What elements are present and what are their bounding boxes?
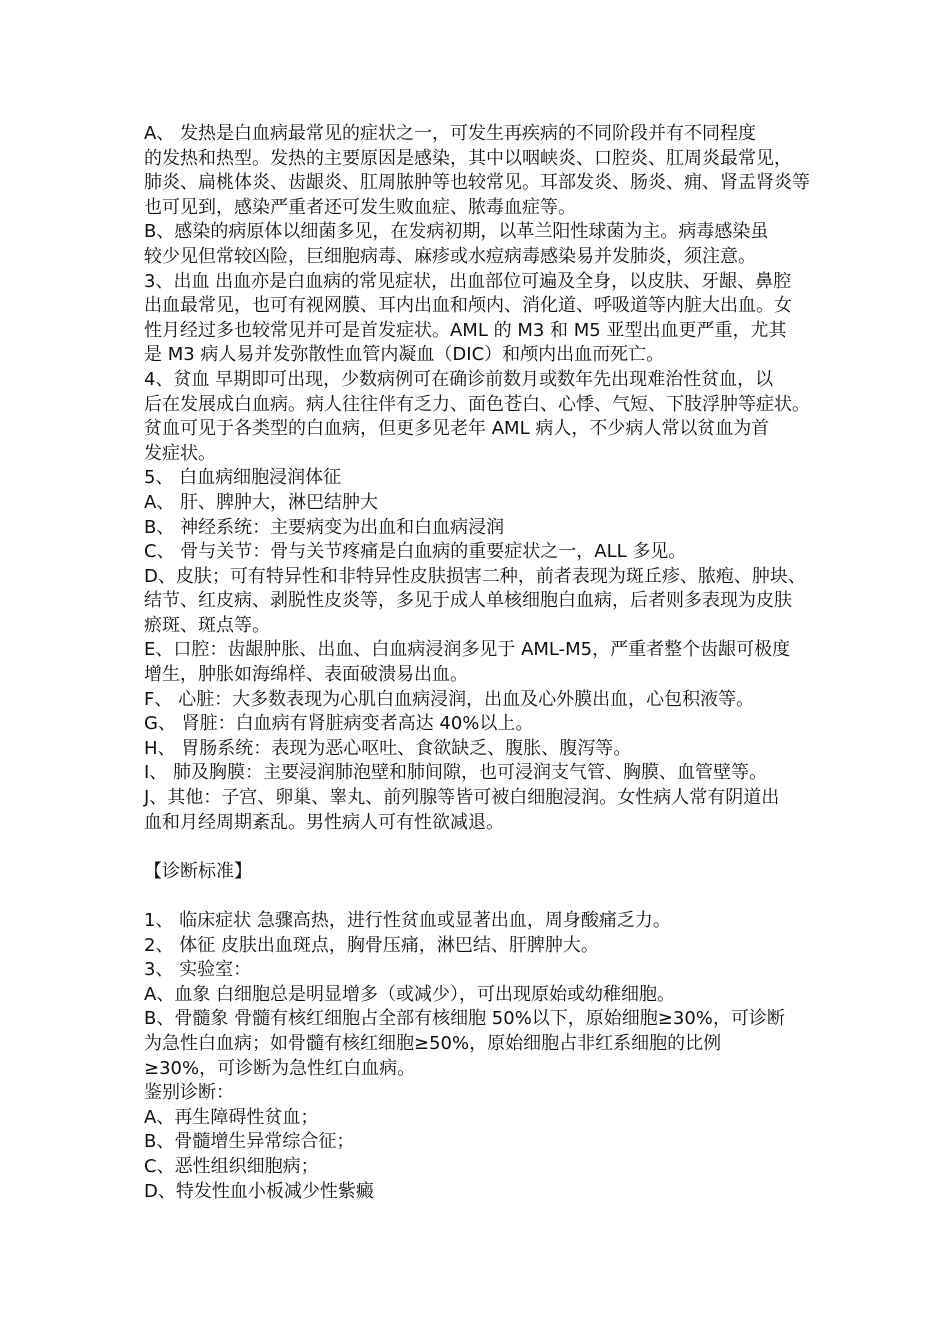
text-line: B、感染的病原体以细菌多见，在发病初期，以革兰阳性球菌为主。病毒感染虽 xyxy=(144,221,769,243)
text-line: 出血最常见，也可有视网膜、耳内出血和颅内、消化道、呼吸道等内脏大出血。女 xyxy=(144,295,792,317)
text-line: 2、 体征 皮肤出血斑点，胸骨压痛，淋巴结、肝脾肿大。 xyxy=(144,934,599,956)
text-line: 5、 白血病细胞浸润体征 xyxy=(144,467,342,489)
text-line: D、特发性血小板减少性紫癜 xyxy=(144,1180,374,1202)
text-line: G、 肾脏：白血病有肾脏病变者高达 40%以上。 xyxy=(144,713,534,735)
text-line: 的发热和热型。发热的主要原因是感染，其中以咽峡炎、口腔炎、肛周炎最常见， xyxy=(144,147,792,169)
text-line: 1、 临床症状 急骤高热，进行性贫血或显著出血，周身酸痛乏力。 xyxy=(144,910,671,931)
text-line: 3、出血 出血亦是白血病的常见症状，出血部位可遍及全身，以皮肤、牙龈、鼻腔 xyxy=(144,270,792,292)
text-line: 结节、红皮病、剥脱性皮炎等，多见于成人单核细胞白血病，后者则多表现为皮肤 xyxy=(144,590,792,612)
text-line: 贫血可见于各类型的白血病，但更多见老年 AML 病人，不少病人常以贫血为首 xyxy=(144,418,770,440)
text-line: 性月经过多也较常见并可是首发症状。AML 的 M3 和 M5 亚型出血更严重，尤其 xyxy=(144,319,787,341)
text-line: A、 发热是白血病最常见的症状之一，可发生再疾病的不同阶段并有不同程度 xyxy=(144,123,757,144)
text-line: B、 神经系统：主要病变为出血和白血病浸润 xyxy=(144,516,505,538)
text-line: 增生，肿胀如海绵样、表面破溃易出血。 xyxy=(144,664,468,686)
text-line: E、口腔：齿龈肿胀、出血、白血病浸润多见于 AML-M5，严重者整个齿龈可极度 xyxy=(144,639,791,661)
text-line: 为急性白血病；如骨髓有核红细胞≥50%，原始细胞占非红系细胞的比例 xyxy=(144,1032,722,1054)
section-heading: 【诊断标准】 xyxy=(144,860,252,882)
text-line: ≥30%，可诊断为急性红白血病。 xyxy=(144,1057,416,1079)
text-line: A、再生障碍性贫血； xyxy=(144,1106,319,1128)
text-line: 是 M3 病人易并发弥散性血管内凝血（DIC）和颅内出血而死亡。 xyxy=(144,344,665,366)
text-line: 血和月经周期紊乱。男性病人可有性欲减退。 xyxy=(144,811,504,833)
text-line: A、血象 白细胞总是明显增多（或减少），可出现原始或幼稚细胞。 xyxy=(144,983,676,1005)
text-line: 瘀斑、斑点等。 xyxy=(144,614,270,636)
paragraph-gap xyxy=(144,884,820,909)
text-line: 后在发展成白血病。病人往往伴有乏力、面色苍白、心悸、气短、下肢浮肿等症状。 xyxy=(144,393,810,415)
text-line: 4、贫血 早期即可出现，少数病例可在确诊前数月或数年先出现难治性贫血，以 xyxy=(144,368,774,390)
text-line: B、骨髓象 骨髓有核红细胞占全部有核细胞 50%以下，原始细胞≥30%，可诊断 xyxy=(144,1008,785,1030)
text-line: 发症状。 xyxy=(144,442,216,464)
text-line: J、其他：子宫、卵巢、睾丸、前列腺等皆可被白细胞浸润。女性病人常有阴道出 xyxy=(144,787,780,809)
text-line: C、 骨与关节：骨与关节疼痛是白血病的重要症状之一，ALL 多见。 xyxy=(144,541,687,563)
text-line: D、皮肤；可有特异性和非特异性皮肤损害二种，前者表现为斑丘疹、脓疱、肿块、 xyxy=(144,565,806,587)
text-line: C、恶性组织细胞病； xyxy=(144,1155,319,1177)
text-line: B、骨髓增生异常综合征； xyxy=(144,1131,355,1153)
text-line: A、 肝、脾肿大，淋巴结肿大 xyxy=(144,491,379,513)
text-line: 较少见但常较凶险，巨细胞病毒、麻疹或水痘病毒感染易并发肺炎，须注意。 xyxy=(144,245,756,267)
text-line: H、 胃肠系统：表现为恶心呕吐、食欲缺乏、腹胀、腹泻等。 xyxy=(144,737,632,759)
document-page xyxy=(144,122,820,1204)
text-line: 鉴别诊断： xyxy=(144,1082,234,1104)
text-line: 3、 实验室： xyxy=(144,959,252,981)
paragraph-gap xyxy=(144,835,820,860)
text-line: 也可见到，感染严重者还可发生败血症、脓毒血症等。 xyxy=(144,196,576,218)
text-line: 肺炎、扁桃体炎、齿龈炎、肛周脓肿等也较常见。耳部发炎、肠炎、痈、肾盂肾炎等 xyxy=(144,172,810,194)
text-line: I、 肺及胸膜：主要浸润肺泡壁和肺间隙，也可浸润支气管、胸膜、血管壁等。 xyxy=(144,762,768,784)
text-line: F、 心脏：大多数表现为心肌白血病浸润，出血及心外膜出血，心包积液等。 xyxy=(144,688,755,710)
